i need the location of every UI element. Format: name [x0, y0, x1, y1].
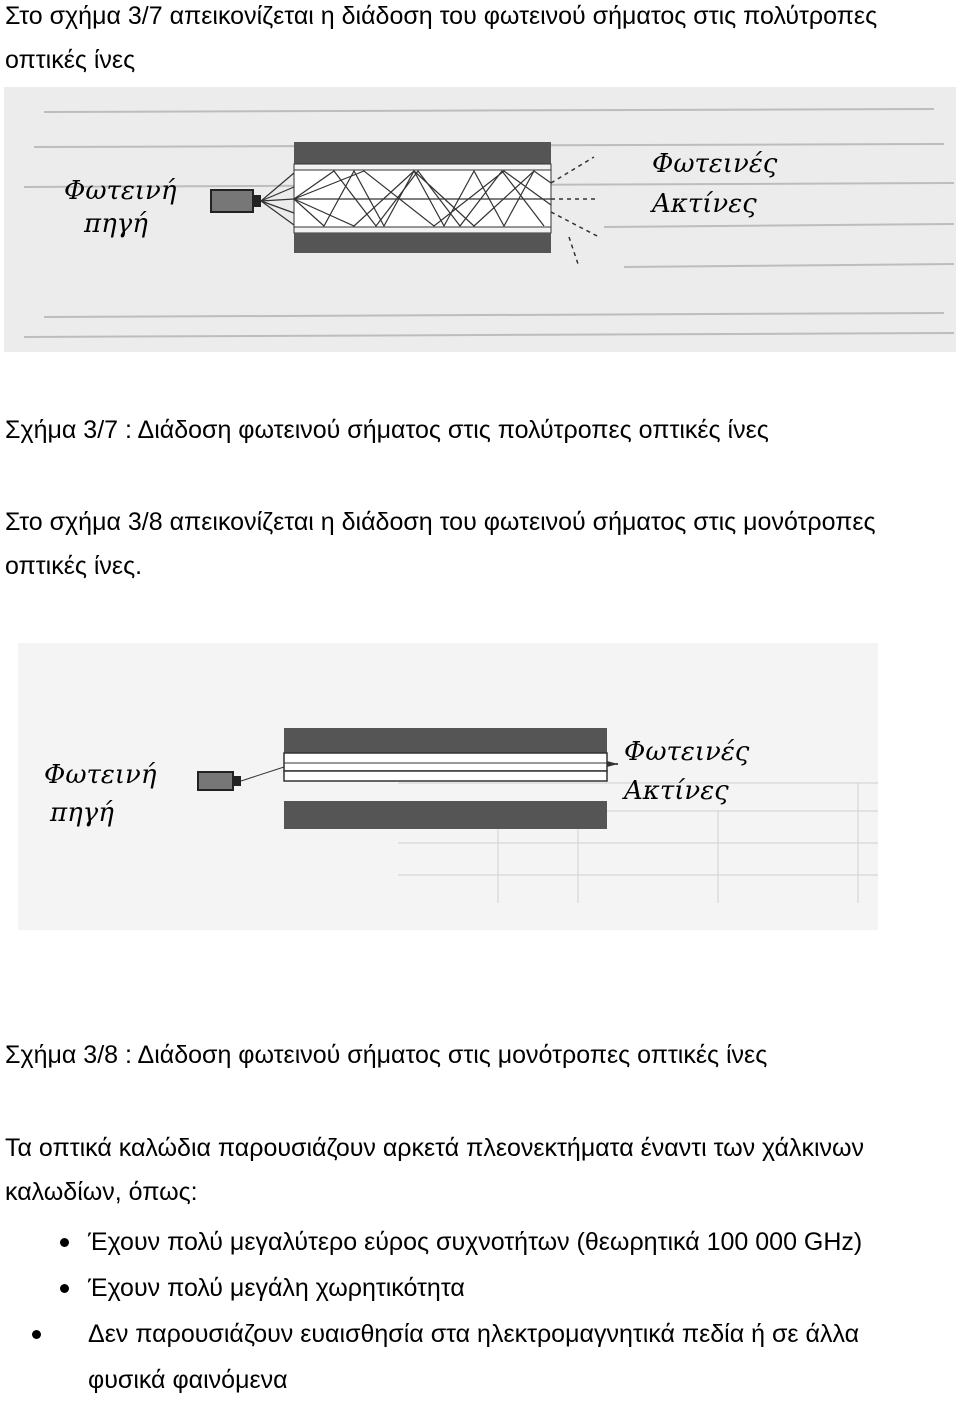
bullet-icon: [60, 1284, 69, 1293]
fig8-source-label-2: πηγή: [50, 798, 114, 828]
figure-singlemode-fiber: [18, 643, 878, 930]
intro-paragraph-fig8: Στο σχήμα 3/8 απεικονίζεται η διάδοση του φωτεινού σήματος στις μονότροπες οπτικές ίνες.: [5, 508, 876, 580]
list-item: Έχουν πολύ μεγάλη χωρητικότητα: [60, 1265, 950, 1311]
list-item: Δεν παρουσιάζουν ευαισθησία στα ηλεκτρομαγνητικά πεδία ή σε άλλα φυσικά φαινόμενα: [32, 1311, 922, 1403]
fig7-source-label-2: πηγή: [84, 209, 148, 239]
bullet-icon: [32, 1330, 41, 1339]
intro-paragraph-fig7: Στο σχήμα 3/7 απεικονίζεται η διάδοση του φωτεινού σήματος στις πολύτροπες οπτικές ίνες: [5, 2, 878, 74]
fig8-rays-label-2: Ακτίνες: [624, 776, 729, 806]
fig7-source-label-1: Φωτεινή: [64, 176, 177, 206]
fig8-source-label-1: Φωτεινή: [44, 760, 157, 790]
advantages-list: [60, 1219, 950, 1403]
bullet-icon: [60, 1238, 69, 1247]
figure-multimode-fiber: [4, 87, 956, 352]
list-item: Έχουν πολύ μεγαλύτερο εύρος συχνοτήτων (θεωρητικά 100 000 GHz): [60, 1219, 950, 1265]
fig8-rays-label-1: Φωτεινές: [624, 737, 750, 767]
fig8-caption: Σχήμα 3/8 : Διάδοση φωτεινού σήματος στις μονότροπες οπτικές ίνες: [5, 1041, 768, 1069]
advantages-intro: Τα οπτικά καλώδια παρουσιάζουν αρκετά πλεονεκτήματα έναντι των χάλκινων καλωδίων, όπως:: [5, 1134, 865, 1206]
fig7-caption: Σχήμα 3/7 : Διάδοση φωτεινού σήματος στις πολύτροπες οπτικές ίνες: [5, 416, 769, 444]
fig7-rays-label-1: Φωτεινές: [652, 149, 778, 179]
fig7-rays-label-2: Ακτίνες: [652, 189, 757, 219]
